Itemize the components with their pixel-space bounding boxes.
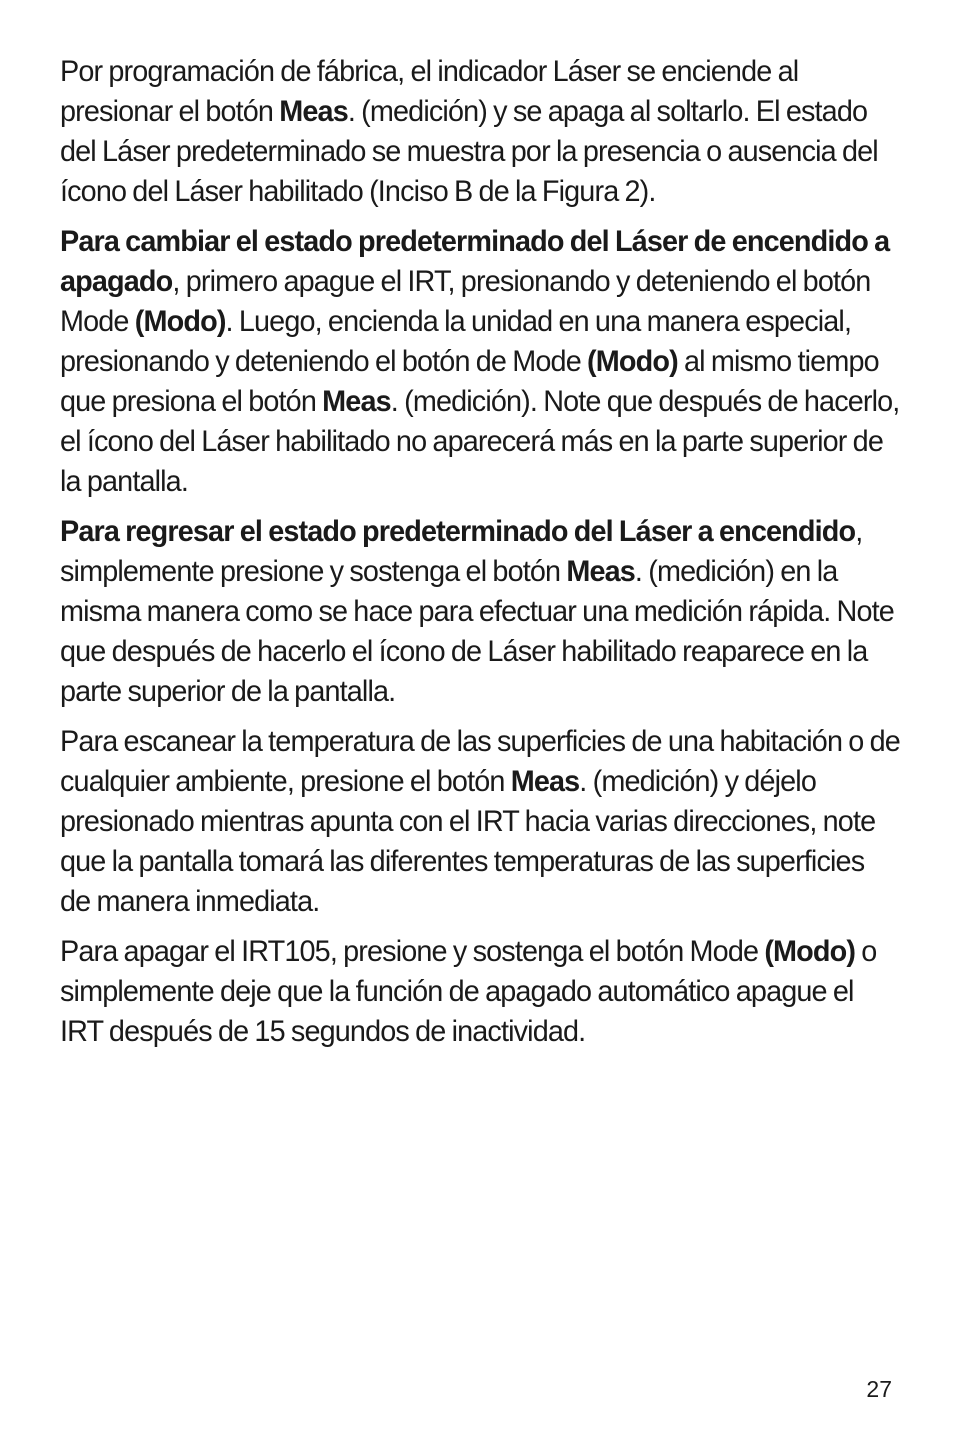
paragraph-laser-on	[60, 512, 900, 712]
bold-term-meas: Meas	[322, 385, 391, 418]
bold-heading-laser-on: Para regresar el estado predeterminado del Láser a encendido	[60, 515, 856, 548]
page-number: 27	[866, 1376, 892, 1402]
text-segment: . (medición) y se apaga al soltarlo. El estado del Láser predeterminado se muestra por la presencia o ausencia del ícono del Láser habilitado (Inciso B de la Figura 2).	[60, 95, 878, 208]
text-segment: Para escanear la temperatura de las superficies de una habitación o de cualquier ambiente, presione el botón	[60, 725, 900, 798]
paragraph-scan-temperature	[60, 722, 900, 922]
paragraph-power-off	[60, 932, 900, 1052]
paragraph-laser-off	[60, 222, 900, 502]
text-segment: . (medición) y déjelo presionado mientras apunta con el IRT hacia varias direcciones, note que la pantalla tomará las diferentes temperaturas de las superficies de manera inmediata.	[60, 765, 876, 918]
bold-term-modo: (Modo)	[764, 935, 856, 968]
bold-term-modo: (Modo)	[587, 345, 678, 378]
bold-term-modo: (Modo)	[134, 305, 226, 338]
bold-term-meas: Meas	[279, 95, 348, 128]
text-segment: , primero apague el IRT, presionando y deteniendo el botón Mode	[60, 265, 871, 338]
text-segment: o simplemente deje que la función de apagado automático apague el IRT después de 15 segundos de inactividad.	[60, 935, 877, 1048]
paragraph-laser-default	[60, 52, 900, 212]
text-segment: Por programación de fábrica, el indicador Láser se enciende al presionar el botón	[60, 55, 799, 128]
text-segment: . Luego, encienda la unidad en una manera especial, presionando y deteniendo el botón de Mode	[60, 305, 852, 378]
bold-term-meas: Meas	[566, 555, 635, 588]
text-segment: Para apagar el IRT105, presione y sostenga el botón Mode	[60, 935, 765, 968]
text-segment: , simplemente presione y sostenga el botón	[60, 515, 863, 588]
bold-heading-laser-off: Para cambiar el estado predeterminado del Láser de encendido a apagado	[60, 225, 890, 298]
text-segment: al mismo tiempo que presiona el botón	[60, 345, 879, 418]
text-segment: . (medición). Note que después de hacerlo, el ícono del Láser habilitado no aparecerá más en la parte superior de la pantalla.	[60, 385, 900, 498]
document-body	[60, 52, 900, 1062]
bold-term-meas: Meas	[510, 765, 580, 798]
text-segment: . (medición) en la misma manera como se hace para efectuar una medición rápida. Note que después de hacerlo el ícono de Láser habilitado reaparece en la parte superior de la pantalla.	[60, 555, 894, 708]
